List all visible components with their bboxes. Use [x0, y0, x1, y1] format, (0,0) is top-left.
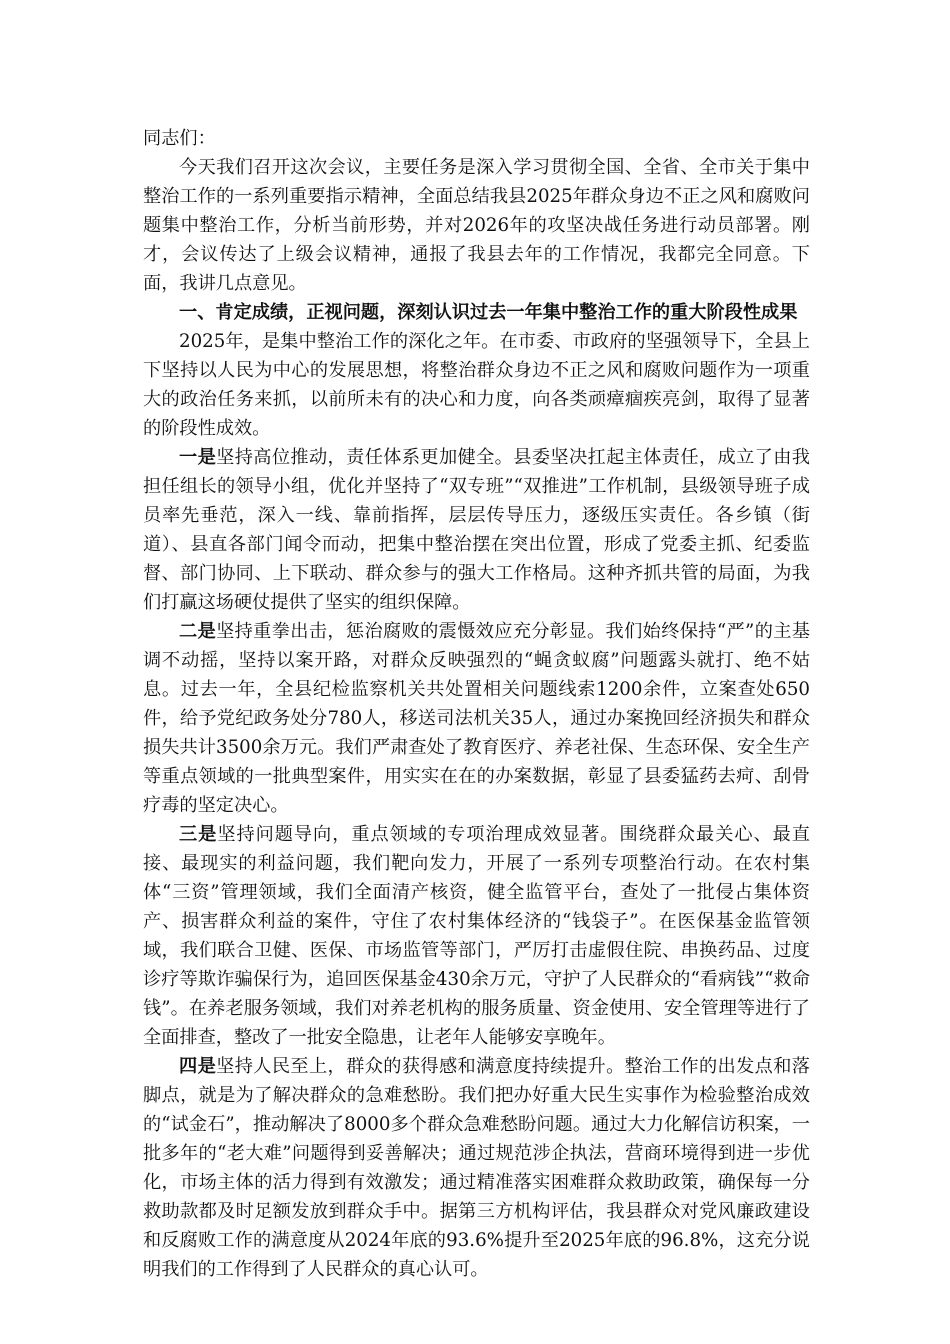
point-text: 坚持人民至上，群众的获得感和满意度持续提升。整治工作的出发点和落脚点，就是为了解决群众的急难愁盼。我们把办好重大民生实事作为检验整治成效的“试金石”，推动解决了8000多个群众急难愁盼问题。通过大力化解信访积案，一批多年的“老大难”问题得到妥善解决；通过规范涉企执法，营商环境得到进一步优化，市场主体的活力得到有效激发；通过精准落实困难群众救助政策，确保每一分救助款都及时足额发放到群众手中。据第三方机构评估，我县群众对党风廉政建设和反腐败工作的满意度从2024年底的93.6%提升至2025年底的96.8%，这充分说明我们的工作得到了人民群众的真心认可。 [143, 1056, 810, 1280]
point-paragraph-2 [143, 617, 810, 820]
point-lead: 二是 [179, 621, 217, 642]
section-heading: 一、肯定成绩，正视问题，深刻认识过去一年集中整治工作的重大阶段性成果 [179, 302, 798, 323]
point-lead: 四是 [179, 1056, 217, 1077]
point-text: 坚持问题导向，重点领域的专项治理成效显著。围绕群众最关心、最直接、最现实的利益问题，我们靶向发力，开展了一系列专项整治行动。在农村集体“三资”管理领域，我们全面清产核资，健全监管平台，查处了一批侵占集体资产、损害群众利益的案件，守住了农村集体经济的“钱袋子”。在医保基金监管领域，我们联合卫健、医保、市场监管等部门，严厉打击虚假住院、串换药品、过度诊疗等欺诈骗保行为，追回医保基金430余万元，守护了人民群众的“看病钱”“救命钱”。在养老服务领域，我们对养老机构的服务质量、资金使用、安全管理等进行了全面排查，整改了一批安全隐患，让老年人能够安享晚年。 [143, 824, 810, 1048]
point-text: 坚持高位推动，责任体系更加健全。县委坚决扛起主体责任，成立了由我担任组长的领导小组，优化并坚持了“双专班”“双推进”工作机制，县级领导班子成员率先垂范，深入一线、靠前指挥，层层传导压力，逐级压实责任。各乡镇（街道）、县直各部门闻令而动，把集中整治摆在突出位置，形成了党委主抓、纪委监督、部门协同、上下联动、群众参与的强大工作格局。这种齐抓共管的局面，为我们打赢这场硬仗提供了坚实的组织保障。 [143, 447, 810, 613]
section-intro-paragraph: 2025年，是集中整治工作的深化之年。在市委、市政府的坚强领导下，全县上下坚持以人民为中心的发展思想，将整治群众身边不正之风和腐败问题作为一项重大的政治任务来抓，以前所未有的决心和力度，向各类顽瘴痼疾亮剑，取得了显著的阶段性成效。 [143, 331, 810, 439]
point-paragraph-1 [143, 443, 810, 617]
point-lead: 一是 [179, 447, 217, 468]
point-text: 坚持重拳出击，惩治腐败的震慑效应充分彰显。我们始终保持“严”的主基调不动摇，坚持以案开路，对群众反映强烈的“蝇贪蚁腐”问题露头就打、绝不姑息。过去一年，全县纪检监察机关共处置相关问题线索1200余件，立案查处650件，给予党纪政务处分780人，移送司法机关35人，通过办案挽回经济损失和群众损失共计3500余万元。我们严肃查处了教育医疗、养老社保、生态环保、安全生产等重点领域的一批典型案件，用实实在在的办案数据，彰显了县委猛药去疴、刮骨疗毒的坚定决心。 [143, 621, 810, 816]
intro-paragraph: 今天我们召开这次会议，主要任务是深入学习贯彻全国、全省、全市关于集中整治工作的一系列重要指示精神，全面总结我县2025年群众身边不正之风和腐败问题集中整治工作，分析当前形势，并对2026年的攻坚决战任务进行动员部署。刚才，会议传达了上级会议精神，通报了我县去年的工作情况，我都完全同意。下面，我讲几点意见。 [143, 157, 810, 294]
document-body [143, 124, 810, 1284]
point-lead: 三是 [179, 824, 218, 845]
point-paragraph-3 [143, 820, 810, 1052]
salutation: 同志们： [143, 128, 216, 149]
point-paragraph-4 [143, 1052, 810, 1284]
